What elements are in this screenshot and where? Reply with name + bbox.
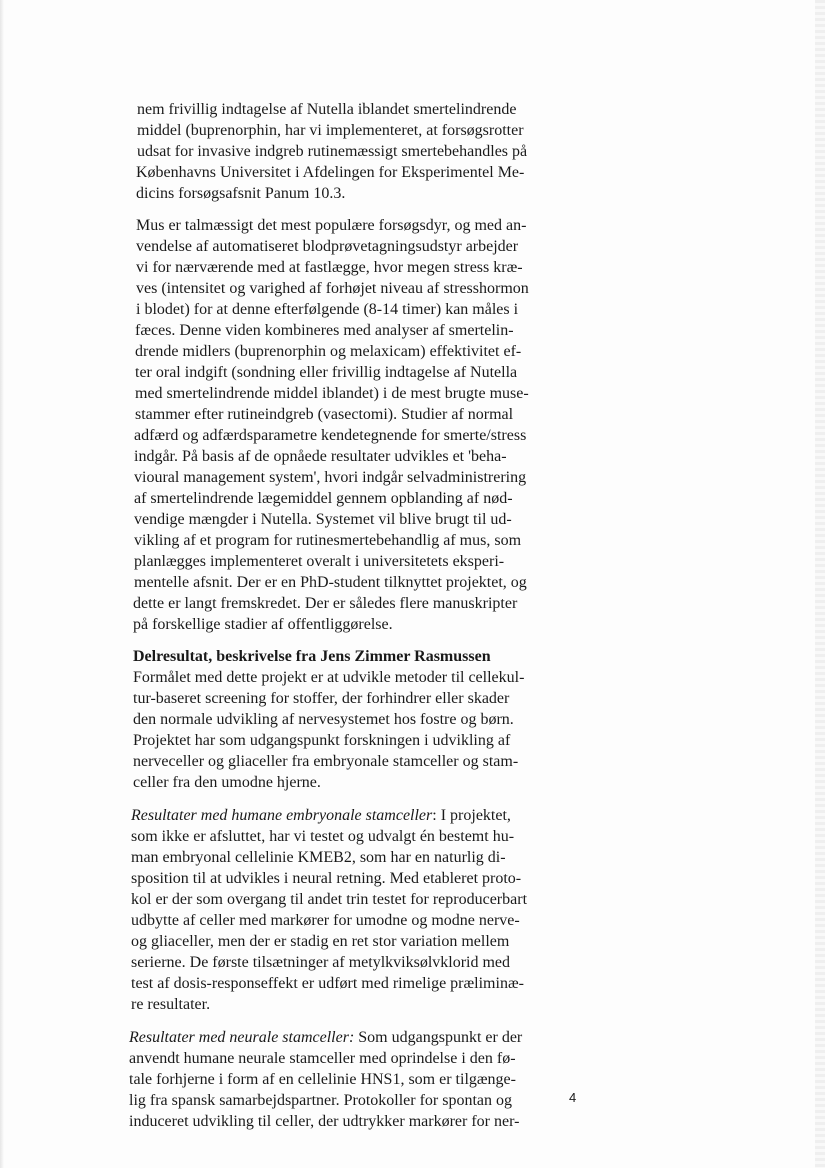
paragraph-4-line: : I projektet,: [432, 807, 511, 824]
paragraph-2-line: adfærd og adfærdsparametre kendetegnende for smerte/stress: [134, 427, 527, 444]
paragraph-5-line: Som udgangspunkt er der: [354, 1029, 523, 1046]
paragraph-4-line: serierne. De første tilsætninger af metylkviksølvklorid med: [131, 954, 511, 971]
paragraph-4-first-line: [131, 806, 511, 826]
paragraph-4-line: re resultater.: [131, 996, 211, 1013]
paragraph-3-line: nerveceller og gliaceller fra embryonale stamceller og stam-: [133, 753, 519, 770]
paragraph-5-line: induceret udvikling til celler, der udtrykker markører for ner-: [129, 1113, 520, 1130]
paragraph-2-line: med smertelindrende middel iblandet) i de mest brugte muse-: [135, 385, 529, 402]
section-heading: Delresultat, beskrivelse fra Jens Zimmer Rasmussen: [133, 648, 491, 665]
paragraph-2-line: Mus er talmæssigt det mest populære forsøgsdyr, og med an-: [136, 217, 527, 234]
paragraph-2-line: vi for nærværende med at fastlægge, hvor megen stress kræ-: [136, 259, 523, 276]
paragraph-3-line: celler fra den umodne hjerne.: [133, 774, 321, 791]
paragraph-2-line: stammer efter rutineindgreb (vasectomi). Studier af normal: [135, 406, 514, 423]
paragraph-3-line: tur-baseret screening for stoffer, der forhindrer eller skader: [133, 690, 510, 707]
paragraph-4-line: som ikke er afsluttet, har vi testet og udvalgt én bestemt hu-: [131, 828, 515, 845]
paragraph-3-line: Formålet med dette projekt er at udvikle metoder til cellekul-: [133, 669, 525, 686]
paragraph-2-line: vioural management system', hvori indgår selvadministrering: [134, 469, 527, 486]
paragraph-5-lead: Resultater med neurale stamceller:: [129, 1029, 355, 1046]
paragraph-2-line: af smertelindrende lægemiddel gennem opblanding af nød-: [134, 490, 513, 507]
paragraph-1-line: Københavns Universitet i Afdelingen for Eksperimentel Me-: [136, 164, 525, 181]
paragraph-4-line: og gliaceller, men der er stadig en ret stor variation mellem: [131, 933, 510, 950]
paragraph-2-line: ter oral indgift (sondning eller frivillig indtagelse af Nutella: [135, 364, 518, 381]
paragraph-4-line: sposition til at udvikles i neural retning. Med etableret proto-: [131, 870, 522, 887]
paragraph-4-line: man embryonal cellelinie KMEB2, som har en naturlig di-: [131, 849, 506, 866]
paragraph-3-line: den normale udvikling af nervesystemet hos fostre og børn.: [133, 711, 514, 728]
paragraph-5-first-line: [129, 1028, 522, 1048]
paragraph-1-line: dicins forsøgsafsnit Panum 10.3.: [136, 185, 346, 202]
paragraph-2-line: dette er langt fremskredet. Der er således flere manuskripter: [133, 595, 518, 612]
paragraph-5-line: lig fra spansk samarbejdspartner. Protokoller for spontan og: [129, 1092, 513, 1109]
paragraph-4-line: kol er der som overgang til andet trin testet for reproducerbart: [131, 891, 528, 908]
paragraph-4-line: test af dosis-responseffekt er udført med rimelige præliminæ-: [131, 975, 524, 992]
paragraph-2-line: planlægges implementeret overalt i universitetets eksperi-: [134, 553, 505, 570]
paragraph-2-line: vendelse af automatiseret blodprøvetagningsudstyr arbejder: [136, 238, 519, 255]
paragraph-2-line: vendige mængder i Nutella. Systemet vil blive brugt til ud-: [134, 511, 512, 528]
paragraph-2-line: fæces. Denne viden kombineres med analyser af smertelin-: [135, 322, 514, 339]
paragraph-2-line: i blodet) for at denne efterfølgende (8-14 timer) kan måles i: [136, 301, 519, 318]
scan-edge-left: [0, 0, 4, 1168]
paragraph-2-line: drende midlers (buprenorphin og melaxicam) effektivitet ef-: [135, 343, 522, 360]
paragraph-1-line: middel (buprenorphin, har vi implementeret, at forsøgsrotter: [137, 122, 524, 139]
page-number: 4: [569, 1090, 577, 1105]
paragraph-2-line: mentelle afsnit. Der er en PhD-student tilknyttet projektet, og: [134, 574, 527, 591]
paragraph-2-line: indgår. På basis af de opnåede resultater udvikles et 'beha-: [134, 448, 507, 465]
paragraph-4-lead: Resultater med humane embryonale stamceller: [131, 807, 433, 824]
paragraph-1-line: nem frivillig indtagelse af Nutella iblandet smertelindrende: [137, 101, 517, 118]
paragraph-5-line: anvendt humane neurale stamceller med oprindelse i den fø-: [129, 1050, 516, 1067]
paragraph-2-line: ves (intensitet og varighed af forhøjet niveau af stresshormon: [136, 280, 529, 297]
paragraph-2-line: vikling af et program for rutinesmertebehandlig af mus, som: [134, 532, 522, 549]
paragraph-5-line: tale forhjerne i form af en cellelinie HNS1, som er tilgænge-: [129, 1071, 516, 1088]
paragraph-1-line: udsat for invasive indgreb rutinemæssigt smertebehandles på: [137, 143, 528, 160]
paragraph-3-line: Projektet har som udgangspunkt forskningen i udvikling af: [133, 732, 511, 749]
paragraph-4-line: udbytte af celler med markører for umodne og modne nerve-: [131, 912, 520, 929]
paragraph-2-line: på forskellige stadier af offentliggørelse.: [133, 616, 393, 633]
scan-edge-right: [815, 0, 825, 1168]
